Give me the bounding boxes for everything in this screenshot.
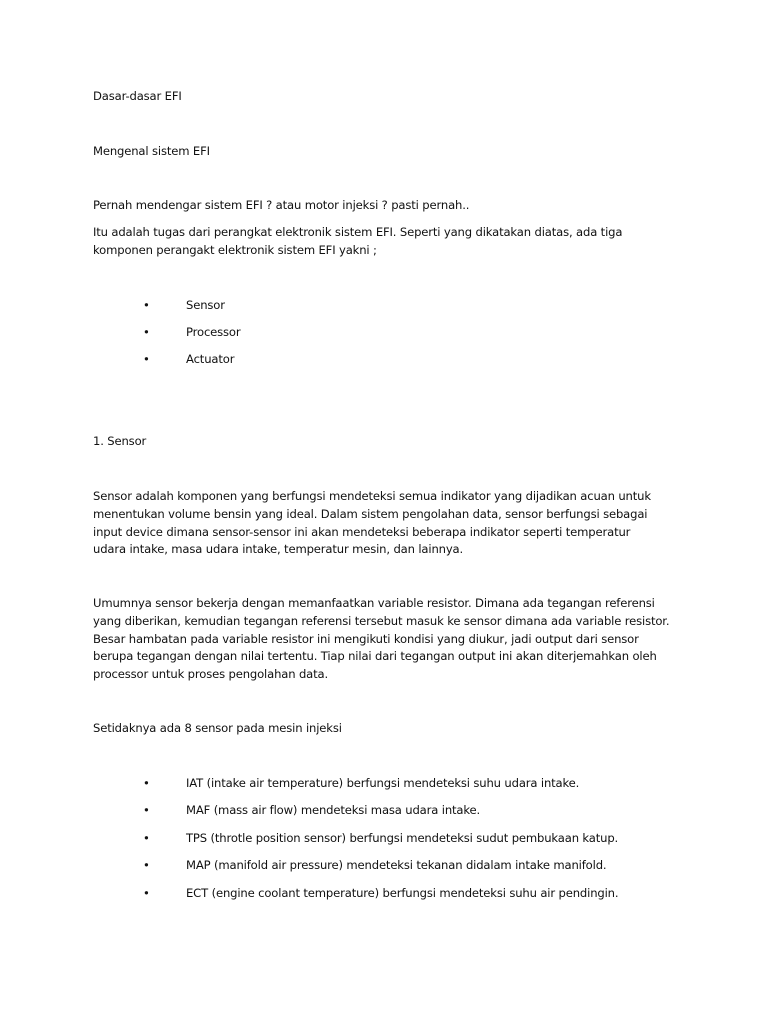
bullet-icon: • xyxy=(143,886,150,900)
bullet-icon: • xyxy=(143,352,150,366)
paragraph-line: berupa tegangan dengan nilai tertentu. Tiap nilai dari tegangan output ini akan diterjemahkan oleh xyxy=(93,649,657,664)
sensor-count-intro: Setidaknya ada 8 sensor pada mesin injeksi xyxy=(93,721,342,735)
sensor-paragraph-1 xyxy=(93,488,693,559)
paragraph-line: processor untuk proses pengolahan data. xyxy=(93,667,329,682)
bullet-icon: • xyxy=(143,325,150,339)
document-title: Dasar-dasar EFI xyxy=(93,89,182,103)
list-item: Sensor xyxy=(186,298,225,312)
paragraph-line: input device dimana sensor-sensor ini akan mendeteksi beberapa indikator seperti temperatur xyxy=(93,524,631,539)
bullet-icon: • xyxy=(143,298,150,312)
paragraph-line: menentukan volume bensin yang ideal. Dalam sistem pengolahan data, sensor berfungsi sebagai xyxy=(93,506,648,521)
paragraph-line: yang diberikan, kemudian tegangan referensi tersebut masuk ke sensor dimana ada variable resistor. xyxy=(93,613,670,628)
paragraph-line: Besar hambatan pada variable resistor ini mengikuti kondisi yang diukur, jadi output dari sensor xyxy=(93,631,639,646)
paragraph-line: komponen perangakt elektronik sistem EFI yakni ; xyxy=(93,242,377,257)
sensor-paragraph-2 xyxy=(93,595,693,684)
bullet-icon: • xyxy=(143,803,150,817)
list-item: Actuator xyxy=(186,352,235,366)
document-subtitle: Mengenal sistem EFI xyxy=(93,144,210,158)
paragraph-line: Umumnya sensor bekerja dengan memanfaatkan variable resistor. Dimana ada tegangan referensi xyxy=(93,596,655,610)
list-item: TPS (throtle position sensor) berfungsi mendeteksi sudut pembukaan katup. xyxy=(186,831,619,845)
paragraph-line: Itu adalah tugas dari perangkat elektronik sistem EFI. Seperti yang dikatakan diatas, ada tiga xyxy=(93,225,623,239)
intro-text: Pernah mendengar sistem EFI ? atau motor injeksi ? pasti pernah.. xyxy=(93,198,470,212)
paragraph-line: udara intake, masa udara intake, temperatur mesin, dan lainnya. xyxy=(93,542,464,557)
list-item: Processor xyxy=(186,325,241,339)
components-intro-paragraph xyxy=(93,224,693,260)
section-heading: 1. Sensor xyxy=(93,434,147,448)
list-item: MAF (mass air flow) mendeteksi masa udara intake. xyxy=(186,803,481,817)
bullet-icon: • xyxy=(143,858,150,872)
list-item: IAT (intake air temperature) berfungsi mendeteksi suhu udara intake. xyxy=(186,776,580,790)
paragraph-line: Sensor adalah komponen yang berfungsi mendeteksi semua indikator yang dijadikan acuan untuk xyxy=(93,489,651,503)
list-item: MAP (manifold air pressure) mendeteksi tekanan didalam intake manifold. xyxy=(186,858,607,872)
bullet-icon: • xyxy=(143,776,150,790)
list-item: ECT (engine coolant temperature) berfungsi mendeteksi suhu air pendingin. xyxy=(186,886,619,900)
bullet-icon: • xyxy=(143,831,150,845)
